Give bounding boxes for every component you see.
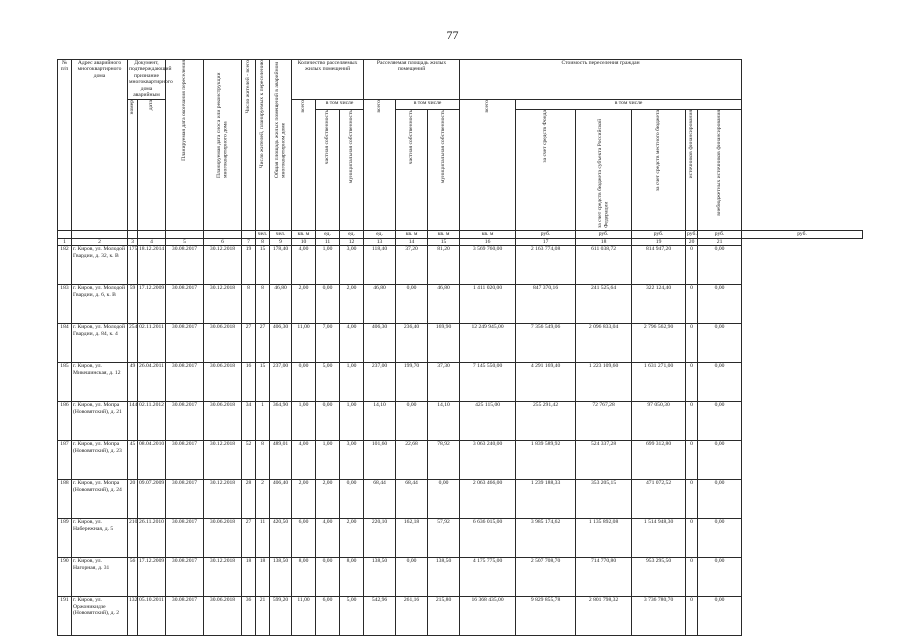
- page-number: 77: [446, 28, 459, 42]
- table-row: [58, 597, 863, 636]
- cell-c-src: 0: [686, 402, 698, 441]
- column-numbers-row: 1 2 3 4 5 6 7 8 9 10 11 12 13 14 15 16 17 18 19 20 21: [58, 238, 863, 245]
- cell-n: 188: [58, 480, 72, 519]
- col-cost-fund-header: за счет средств Фонда: [516, 109, 576, 230]
- col-qty-municipal-header: муниципальная собственность: [340, 109, 364, 230]
- table-row: [58, 402, 863, 441]
- cell-a-mun: 46,80: [428, 285, 460, 324]
- col-cost-total-header: всего: [460, 99, 516, 230]
- cell-a-priv: 0,00: [396, 558, 428, 597]
- cell-res-move: 11: [256, 519, 270, 558]
- cell-c-reg: 2 801 798,32: [576, 597, 632, 636]
- cell-q-all: 4,00: [292, 246, 316, 285]
- cell-area-total: 599,20: [270, 597, 292, 636]
- cell-q-priv: 2,00: [316, 480, 340, 519]
- col-cost-sources-header: источников финансирования: [686, 109, 698, 230]
- cell-d1: 30.08.2017: [166, 480, 204, 519]
- col-demolish-date-header: Планируемая дата сноса или реконструкции многоквартирного дома: [204, 60, 242, 231]
- cell-c-loc: 97 050,30: [632, 402, 686, 441]
- cell-d2: 30.06.2018: [204, 597, 242, 636]
- cell-n: 185: [58, 363, 72, 402]
- cell-c-all: 2 063 466,00: [460, 480, 516, 519]
- cell-area-total: 237,00: [270, 363, 292, 402]
- table-row: [58, 441, 863, 480]
- cell-res-total: 19: [242, 246, 256, 285]
- cell-addr: г. Киров, ул. Молодой Гвардии, д. 32, к. В: [72, 246, 128, 285]
- table-row: [58, 285, 863, 324]
- cell-doc-no: 132: [128, 597, 138, 636]
- cell-q-mun: 1,00: [340, 363, 364, 402]
- cell-res-total: 28: [242, 480, 256, 519]
- cell-c-src: 0: [686, 324, 698, 363]
- cell-d1: 30.08.2017: [166, 597, 204, 636]
- cell-n: 186: [58, 402, 72, 441]
- cell-doc-no: 175: [128, 246, 138, 285]
- cell-c-reg: 1 223 109,60: [576, 363, 632, 402]
- cell-d2: 30.12.2018: [204, 441, 242, 480]
- cell-area-total: 178,40: [270, 246, 292, 285]
- col-qty-incl-header: в том числе: [316, 99, 364, 109]
- cell-a-priv: 162,18: [396, 519, 428, 558]
- cell-res-total: 8: [242, 285, 256, 324]
- cell-a-all: 101,60: [364, 441, 396, 480]
- cell-res-move: 8: [256, 441, 270, 480]
- cell-c-extra: 0,00: [698, 363, 742, 402]
- cell-res-move: 18: [256, 558, 270, 597]
- cell-c-src: 0: [686, 480, 698, 519]
- cell-res-total: 16: [242, 363, 256, 402]
- cell-d1: 30.08.2017: [166, 285, 204, 324]
- col-doc-date-header: дата: [138, 99, 166, 230]
- cell-area-total: 46,80: [270, 285, 292, 324]
- cell-a-all: 220,10: [364, 519, 396, 558]
- cell-c-loc: 322 124,40: [632, 285, 686, 324]
- col-qty-private-header: частная собственность: [316, 109, 340, 230]
- cell-addr: г. Киров, ул. Мопра (Нововятский), д. 23: [72, 441, 128, 480]
- cell-q-all: 11,00: [292, 597, 316, 636]
- cell-res-total: 36: [242, 597, 256, 636]
- cell-q-priv: 5,00: [316, 363, 340, 402]
- cell-c-fund: 7 356 549,06: [516, 324, 576, 363]
- col-cost-local-header: за счет средств местного бюджета: [632, 109, 686, 230]
- cell-doc-no: 45: [128, 441, 138, 480]
- cell-q-priv: 0,00: [316, 285, 340, 324]
- cell-n: 184: [58, 324, 72, 363]
- cell-area-total: 406,40: [270, 480, 292, 519]
- cell-c-all: 16 368 435,00: [460, 597, 516, 636]
- cell-doc-no: 210: [128, 519, 138, 558]
- cell-q-mun: 2,00: [340, 285, 364, 324]
- cell-doc-date: 09.07.2009: [138, 480, 166, 519]
- cell-n: 189: [58, 519, 72, 558]
- cell-q-mun: 3,00: [340, 246, 364, 285]
- cell-a-mun: 37,30: [428, 363, 460, 402]
- cell-c-extra: 0,00: [698, 285, 742, 324]
- col-cost-incl-header: в том числе: [516, 99, 742, 109]
- cell-a-all: 542,96: [364, 597, 396, 636]
- cell-a-all: 138,50: [364, 558, 396, 597]
- cell-n: 183: [58, 285, 72, 324]
- table-row: [58, 519, 863, 558]
- cell-area-total: 406,30: [270, 324, 292, 363]
- cell-q-priv: 0,00: [316, 402, 340, 441]
- cell-c-loc: 953 295,50: [632, 558, 686, 597]
- cell-q-all: 11,00: [292, 324, 316, 363]
- cell-q-mun: 0,00: [340, 480, 364, 519]
- cell-q-priv: 1,00: [316, 246, 340, 285]
- units-row: чел. чел. кв. м ед. ед. ед. кв. м кв. м кв. м руб. руб. руб. руб. руб. руб.: [58, 230, 863, 238]
- table-body: [58, 238, 863, 635]
- cell-c-reg: 2 096 833,04: [576, 324, 632, 363]
- cell-res-move: 1: [256, 402, 270, 441]
- cell-addr: г. Киров, ул. Молодой Гвардии, д. 84, к. 4: [72, 324, 128, 363]
- cell-c-extra: 0,00: [698, 246, 742, 285]
- cell-q-all: 0,00: [292, 363, 316, 402]
- cell-res-move: 2: [256, 480, 270, 519]
- cell-a-priv: 236,40: [396, 324, 428, 363]
- cell-a-all: 118,40: [364, 246, 396, 285]
- cell-n: 182: [58, 246, 72, 285]
- col-address-header: Адрес аварийного многоквартирного дома: [72, 60, 128, 231]
- cell-c-loc: 1 514 948,30: [632, 519, 686, 558]
- col-cost-header: Стоимость переселения граждан: [460, 60, 742, 100]
- cell-n: 187: [58, 441, 72, 480]
- cell-d2: 30.12.2018: [204, 246, 242, 285]
- cell-d2: 30.12.2018: [204, 285, 242, 324]
- cell-c-reg: 1 135 892,08: [576, 519, 632, 558]
- cell-q-all: 2,00: [292, 480, 316, 519]
- cell-c-all: 3 063 240,00: [460, 441, 516, 480]
- cell-doc-no: 59: [128, 285, 138, 324]
- cell-res-total: 27: [242, 324, 256, 363]
- table-row: [58, 246, 863, 285]
- table-row: [58, 480, 863, 519]
- cell-doc-date: 17.12.2009: [138, 558, 166, 597]
- resettlement-table: [57, 59, 863, 636]
- cell-a-priv: 37,20: [396, 246, 428, 285]
- col-resettle-date-header: Планируемая дата окончания переселения: [166, 60, 204, 231]
- cell-c-fund: 4 291 169,40: [516, 363, 576, 402]
- cell-q-priv: 4,00: [316, 519, 340, 558]
- cell-doc-no: 49: [128, 363, 138, 402]
- cell-c-src: 0: [686, 558, 698, 597]
- col-area-incl-header: в том числе: [396, 99, 460, 109]
- cell-d1: 30.08.2017: [166, 363, 204, 402]
- cell-a-priv: 22,68: [396, 441, 428, 480]
- cell-c-src: 0: [686, 519, 698, 558]
- cell-c-src: 0: [686, 246, 698, 285]
- cell-area-total: 489,01: [270, 441, 292, 480]
- table-row: [58, 558, 863, 597]
- cell-a-mun: 57,92: [428, 519, 460, 558]
- cell-doc-date: 26.11.2010: [138, 519, 166, 558]
- col-cost-regional-header: за счет средств бюджета субъекта Российской Федерации: [576, 109, 632, 230]
- cell-res-move: 8: [256, 285, 270, 324]
- cell-res-move: 27: [256, 324, 270, 363]
- col-qty-total-header: всего: [292, 99, 316, 230]
- cell-q-priv: 0,00: [316, 558, 340, 597]
- cell-q-mun: 8,00: [340, 558, 364, 597]
- cell-c-src: 0: [686, 441, 698, 480]
- cell-c-fund: 1 239 188,33: [516, 480, 576, 519]
- cell-addr: г. Киров, ул. Микешинская, д. 12: [72, 363, 128, 402]
- cell-area-total: 420,50: [270, 519, 292, 558]
- cell-d1: 30.08.2017: [166, 402, 204, 441]
- cell-c-all: 6 636 015,00: [460, 519, 516, 558]
- cell-c-reg: 611 038,72: [576, 246, 632, 285]
- cell-c-all: 425 115,00: [460, 402, 516, 441]
- cell-c-reg: 714 770,80: [576, 558, 632, 597]
- cell-a-mun: 14,10: [428, 402, 460, 441]
- col-cost-extra-header: внебюджетных источников финансирования: [698, 109, 742, 230]
- cell-doc-no: 56: [128, 558, 138, 597]
- cell-a-priv: 199,70: [396, 363, 428, 402]
- cell-q-all: 8,00: [292, 558, 316, 597]
- cell-doc-date: 26.04.2011: [138, 363, 166, 402]
- col-doc-header: Документ, подтверждающий признание многоквартирного дома аварийным: [129, 60, 173, 99]
- cell-doc-date: 05.10.2011: [138, 597, 166, 636]
- cell-res-move: 15: [256, 246, 270, 285]
- cell-c-fund: 2 507 708,70: [516, 558, 576, 597]
- cell-doc-no: 20: [128, 480, 138, 519]
- cell-a-mun: 215,80: [428, 597, 460, 636]
- cell-q-mun: 3,00: [340, 441, 364, 480]
- cell-c-extra: 0,00: [698, 441, 742, 480]
- cell-c-loc: 471 072,52: [632, 480, 686, 519]
- cell-res-move: 21: [256, 597, 270, 636]
- cell-c-loc: 814 947,20: [632, 246, 686, 285]
- cell-a-priv: 68,44: [396, 480, 428, 519]
- cell-a-mun: 78,92: [428, 441, 460, 480]
- cell-a-all: 406,30: [364, 324, 396, 363]
- cell-a-mun: 0,00: [428, 480, 460, 519]
- cell-a-all: 237,00: [364, 363, 396, 402]
- cell-doc-date: 18.12.2014: [138, 246, 166, 285]
- cell-res-total: 18: [242, 558, 256, 597]
- cell-doc-no: 144: [128, 402, 138, 441]
- cell-c-extra: 0,00: [698, 597, 742, 636]
- cell-area-total: 364,90: [270, 402, 292, 441]
- cell-doc-date: 17.12.2009: [138, 285, 166, 324]
- cell-doc-date: 02.11.2012: [138, 402, 166, 441]
- cell-d2: 30.06.2018: [204, 402, 242, 441]
- cell-q-priv: 1,00: [316, 441, 340, 480]
- cell-n: 191: [58, 597, 72, 636]
- col-area-municipal-header: муниципальная собственность: [428, 109, 460, 230]
- cell-d2: 30.12.2018: [204, 480, 242, 519]
- col-qty-rooms-header: Количество расселяемых жилых помещений: [292, 60, 364, 100]
- cell-d1: 30.08.2017: [166, 324, 204, 363]
- table-row: [58, 324, 863, 363]
- cell-c-fund: 2 163 774,08: [516, 246, 576, 285]
- cell-q-mun: 2,00: [340, 519, 364, 558]
- cell-q-all: 1,00: [292, 402, 316, 441]
- cell-a-priv: 0,00: [396, 402, 428, 441]
- cell-a-mun: 169,90: [428, 324, 460, 363]
- cell-c-loc: 3 736 780,70: [632, 597, 686, 636]
- cell-c-reg: 524 337,28: [576, 441, 632, 480]
- cell-q-all: 4,00: [292, 441, 316, 480]
- cell-d1: 30.08.2017: [166, 558, 204, 597]
- cell-q-priv: 7,00: [316, 324, 340, 363]
- cell-c-extra: 0,00: [698, 324, 742, 363]
- col-area-private-header: частная собственность: [396, 109, 428, 230]
- cell-d2: 30.06.2018: [204, 519, 242, 558]
- cell-d1: 30.08.2017: [166, 519, 204, 558]
- cell-addr: г. Киров, ул. Мопра (Нововятский), д. 21: [72, 402, 128, 441]
- cell-c-fund: 847 370,16: [516, 285, 576, 324]
- cell-addr: г. Киров, ул. Оржоникидзе (Нововятский), д. 2: [72, 597, 128, 636]
- cell-doc-no: 254: [128, 324, 138, 363]
- table-row: [58, 363, 863, 402]
- cell-a-priv: 0,00: [396, 285, 428, 324]
- cell-c-fund: 255 291,42: [516, 402, 576, 441]
- cell-a-mun: 138,50: [428, 558, 460, 597]
- cell-d1: 30.08.2017: [166, 246, 204, 285]
- cell-q-all: 2,00: [292, 285, 316, 324]
- cell-q-mun: 4,00: [340, 324, 364, 363]
- cell-d2: 30.06.2018: [204, 324, 242, 363]
- cell-c-fund: 1 839 589,92: [516, 441, 576, 480]
- cell-res-total: 27: [242, 519, 256, 558]
- cell-res-move: 15: [256, 363, 270, 402]
- cell-c-extra: 0,00: [698, 402, 742, 441]
- col-num-header: № п/п: [58, 60, 72, 231]
- cell-n: 190: [58, 558, 72, 597]
- cell-q-mun: 1,00: [340, 402, 364, 441]
- cell-a-all: 68,44: [364, 480, 396, 519]
- cell-addr: г. Киров, ул. Молодой Гвардии, д. 6, к. В: [72, 285, 128, 324]
- cell-q-priv: 6,00: [316, 597, 340, 636]
- cell-c-reg: 72 767,28: [576, 402, 632, 441]
- cell-c-all: 4 175 775,00: [460, 558, 516, 597]
- cell-addr: г. Киров, ул. Мопра (Нововятский), д. 24: [72, 480, 128, 519]
- cell-c-reg: 353 205,15: [576, 480, 632, 519]
- cell-c-src: 0: [686, 285, 698, 324]
- cell-c-src: 0: [686, 597, 698, 636]
- cell-res-total: 34: [242, 402, 256, 441]
- cell-addr: г. Киров, ул. Нагорная, д. 31: [72, 558, 128, 597]
- cell-c-extra: 0,00: [698, 558, 742, 597]
- cell-c-all: 12 249 945,00: [460, 324, 516, 363]
- cell-c-src: 0: [686, 363, 698, 402]
- cell-c-extra: 0,00: [698, 480, 742, 519]
- cell-d2: 30.12.2018: [204, 558, 242, 597]
- cell-c-fund: 3 985 174,62: [516, 519, 576, 558]
- cell-c-extra: 0,00: [698, 519, 742, 558]
- col-doc-number-header: номер: [128, 99, 138, 230]
- cell-d2: 30.06.2018: [204, 363, 242, 402]
- cell-d1: 30.08.2017: [166, 441, 204, 480]
- cell-c-all: 1 411 020,00: [460, 285, 516, 324]
- cell-a-priv: 261,16: [396, 597, 428, 636]
- col-total-area-header: Общая площадь жилых помещений в аварийном многоквартирном доме: [270, 60, 292, 231]
- col-residents-move-header: Число жителей, планируемых к переселению: [256, 60, 270, 231]
- cell-doc-date: 02.11.2011: [138, 324, 166, 363]
- cell-c-loc: 1 631 271,00: [632, 363, 686, 402]
- cell-res-total: 52: [242, 441, 256, 480]
- cell-a-mun: 81,20: [428, 246, 460, 285]
- cell-a-all: 14,10: [364, 402, 396, 441]
- cell-area-total: 138,50: [270, 558, 292, 597]
- cell-q-all: 6,00: [292, 519, 316, 558]
- cell-a-all: 46,80: [364, 285, 396, 324]
- cell-addr: г. Киров, ул. Набережная, д. 5: [72, 519, 128, 558]
- cell-c-loc: 2 796 562,90: [632, 324, 686, 363]
- cell-c-all: 7 145 550,00: [460, 363, 516, 402]
- cell-c-reg: 241 525,64: [576, 285, 632, 324]
- cell-c-loc: 699 312,80: [632, 441, 686, 480]
- col-area-total-header: всего: [364, 99, 396, 230]
- col-area-rooms-header: Расселяемая площадь жилых помещений: [364, 60, 460, 100]
- cell-doc-date: 08.04.2010: [138, 441, 166, 480]
- col-residents-total-header: Число жителей - всего: [242, 60, 256, 231]
- cell-c-fund: 9 829 855,78: [516, 597, 576, 636]
- cell-q-mun: 5,00: [340, 597, 364, 636]
- cell-c-all: 3 569 760,00: [460, 246, 516, 285]
